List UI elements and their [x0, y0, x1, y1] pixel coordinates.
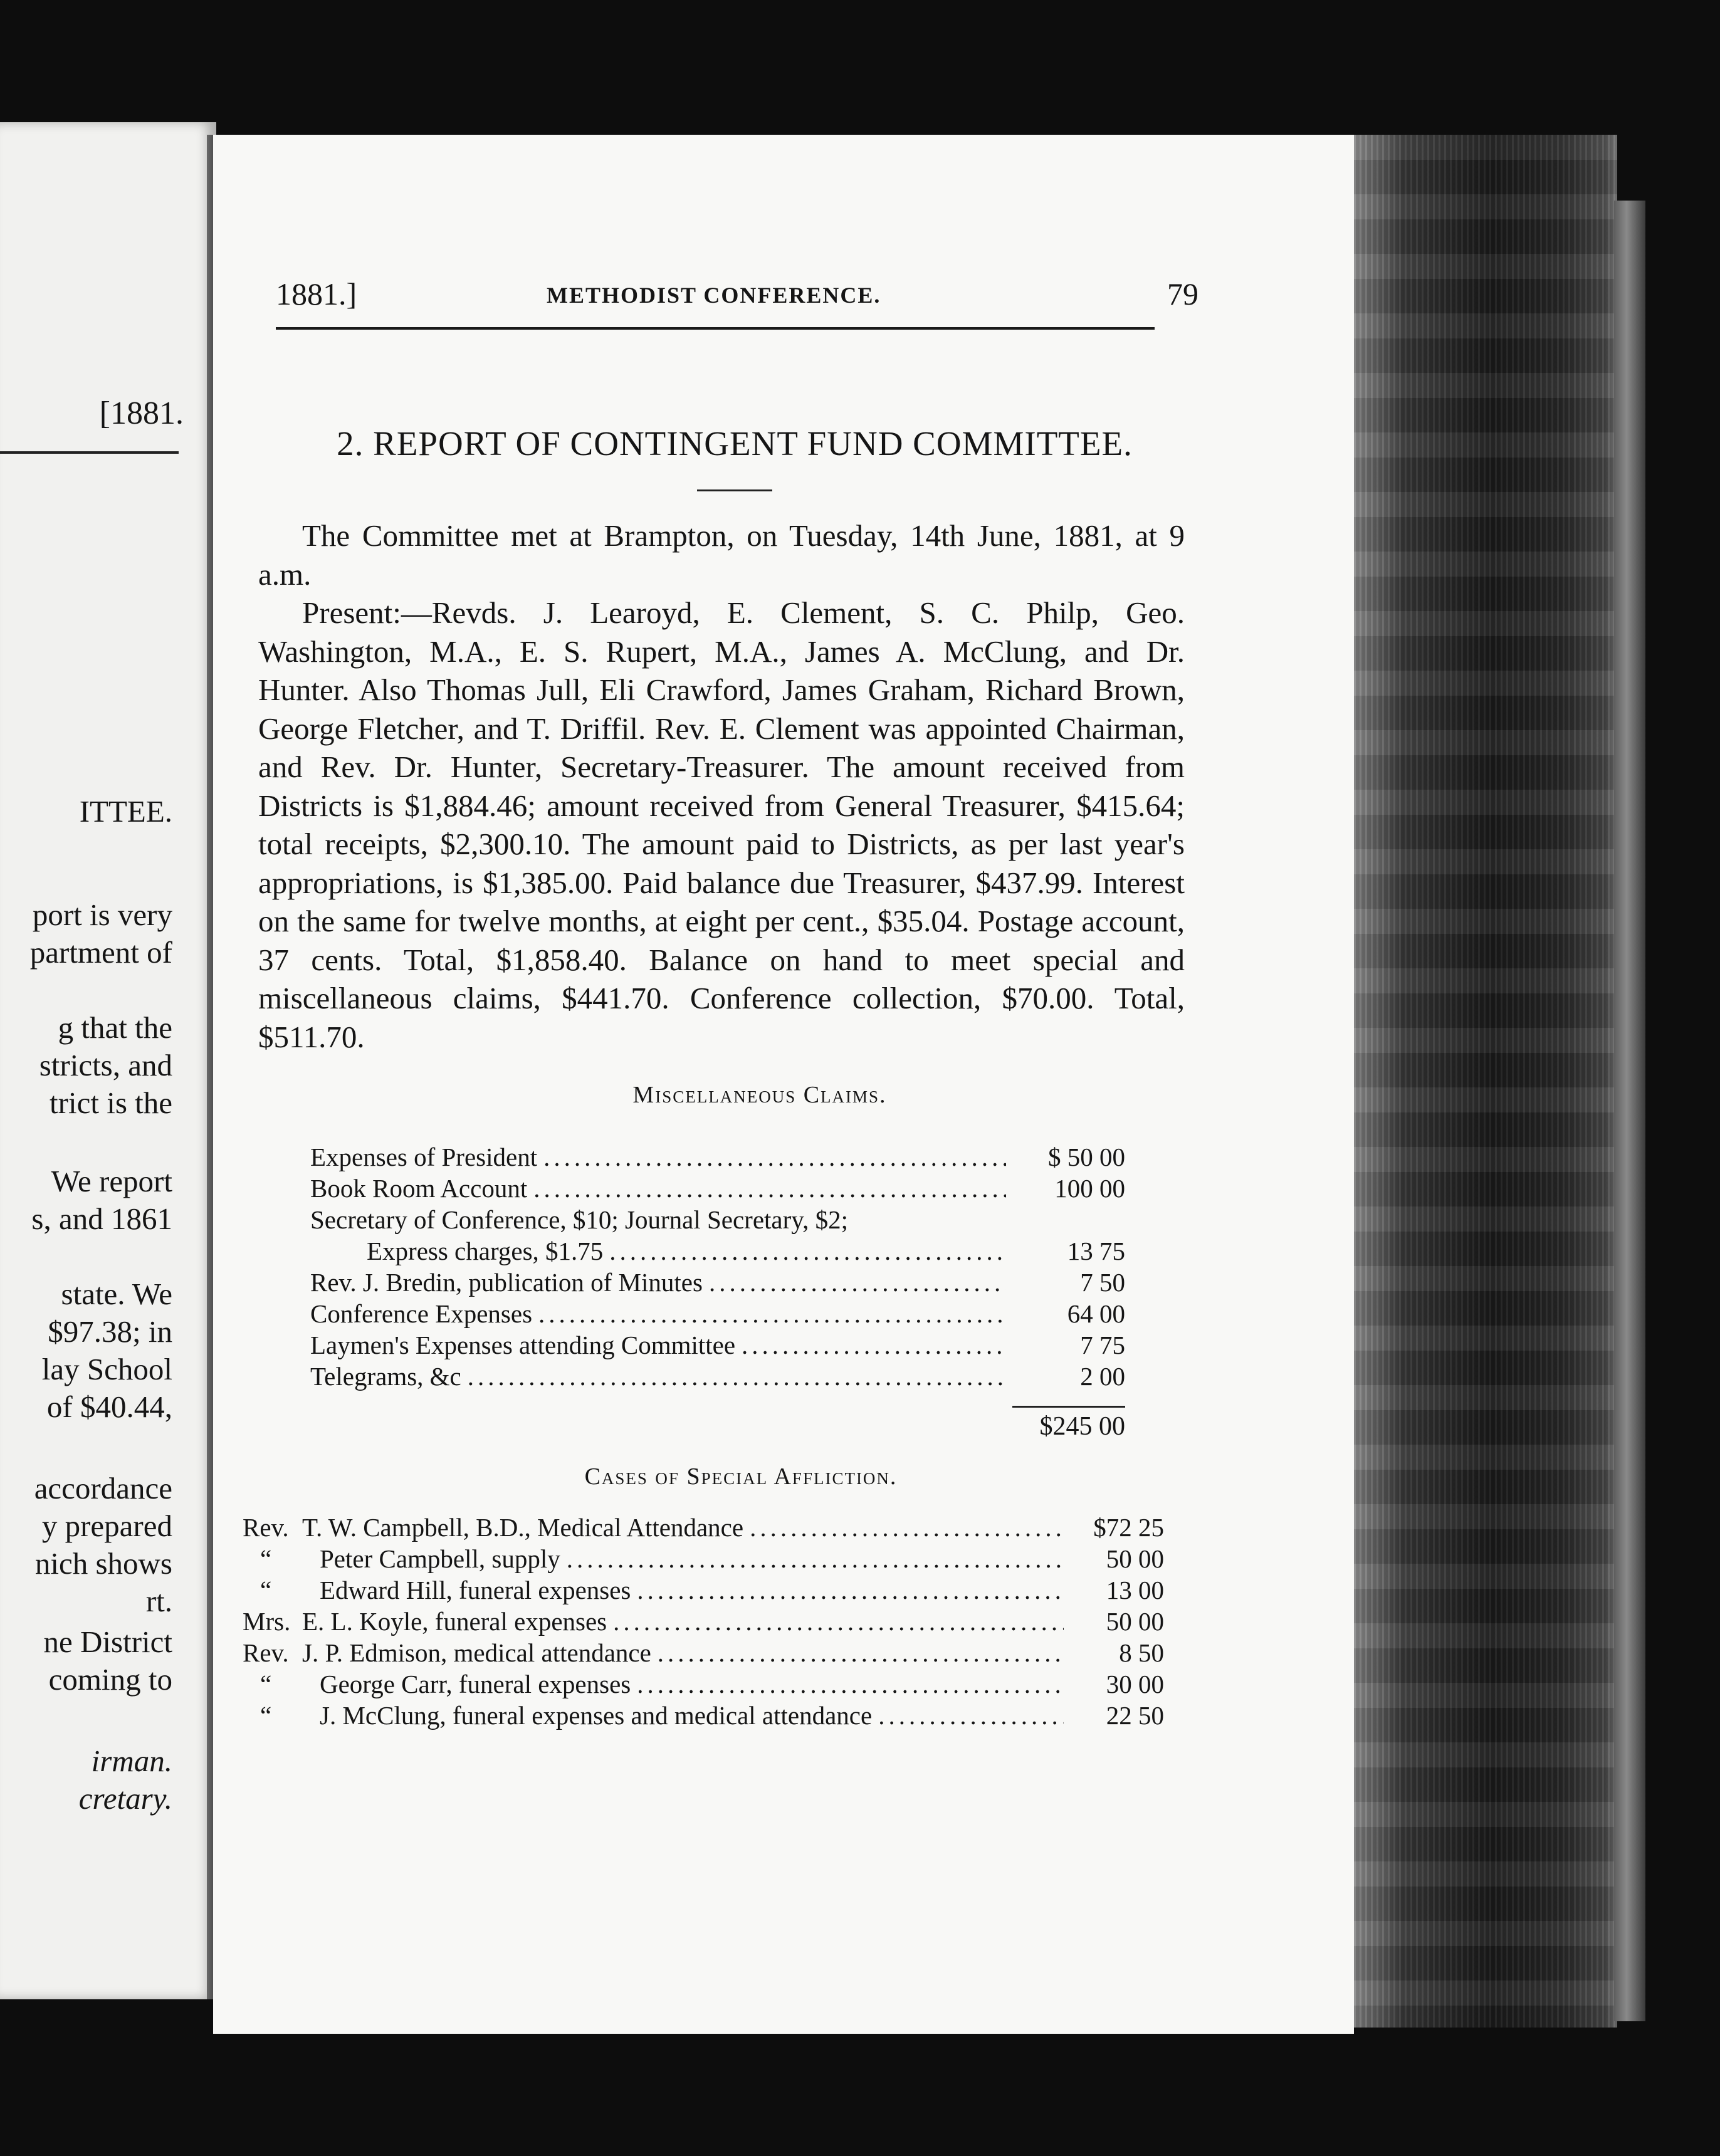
affliction-amount: $72 25	[1093, 1513, 1164, 1542]
previous-page-header: [1881.	[99, 395, 184, 431]
leader-dots	[538, 1298, 1006, 1329]
misc-claims-list	[310, 1141, 1125, 1445]
affliction-amount: 13 00	[1106, 1576, 1164, 1604]
paragraph: Present:—Revds. J. Learoyd, E. Clement, S. C. Philp, Geo. Washington, M.A., E. S. Rupert, M.A., James A. McClung, and Dr. Hunter. Also Thomas Jull, Eli Crawford, James Graham, Richard Brown, George Fletcher, and T. Driffil. Rev. E. Clement was appointed Chairman, and Rev. Dr. Hunter, Secretary-Treasurer. The amount received from Districts is $1,884.46; amount received from General Treasurer, $415.64; total receipts, $2,300.10. The amount paid to Districts, as per last year's appropriations, is $1,385.00. Paid balance due Treasurer, $437.99. Interest on the same for twelve months, at eight per cent., $35.04. Postage account, 37 cents. Total, $1,858.40. Balance on hand to meet special and miscellaneous claims, $441.70. Conference collection, $70.00. Total, $511.70.	[258, 595, 1185, 1054]
previous-page-fragment: y prepared	[41, 1509, 172, 1543]
affliction-title: “	[260, 1670, 272, 1698]
affliction-label: E. L. Koyle, funeral expenses	[302, 1607, 607, 1636]
affliction-label: J. McClung, funeral expenses and medical attendance	[320, 1701, 873, 1730]
page-edges-marbled	[1354, 135, 1617, 2028]
book-cover-edge	[1614, 201, 1645, 2021]
claim-row	[310, 1361, 1125, 1392]
previous-page	[0, 122, 216, 1999]
previous-page-fragment: of $40.44,	[46, 1389, 172, 1424]
previous-page-fragment: cretary.	[78, 1781, 172, 1816]
affliction-label: George Carr, funeral expenses	[320, 1670, 631, 1698]
affliction-row	[243, 1543, 1164, 1574]
previous-page-fragment: partment of	[29, 935, 172, 970]
claim-row	[310, 1329, 1125, 1361]
claim-label: Secretary of Conference, $10; Journal Secretary, $2;	[310, 1205, 848, 1234]
claim-label: Book Room Account	[310, 1174, 528, 1203]
previous-page-fragment: rt.	[145, 1584, 172, 1618]
previous-page-fragment: stricts, and	[39, 1048, 172, 1082]
previous-page-fragment: nich shows	[34, 1546, 172, 1581]
affliction-amount: 8 50	[1119, 1638, 1164, 1667]
affliction-row	[243, 1512, 1164, 1543]
affliction-label: T. W. Campbell, B.D., Medical Attendance	[302, 1513, 744, 1542]
header-rule	[276, 327, 1155, 330]
report-title: 2. REPORT OF CONTINGENT FUND COMMITTEE.	[337, 424, 1133, 463]
previous-page-fragment: state. We	[61, 1277, 172, 1311]
leader-dots	[637, 1668, 1064, 1700]
leader-dots	[658, 1637, 1064, 1668]
claim-label: Conference Expenses	[310, 1299, 533, 1328]
running-header	[258, 263, 1198, 313]
leader-dots	[533, 1173, 1006, 1204]
header-year: 1881.]	[276, 276, 357, 311]
previous-page-fragment: ITTEE.	[79, 794, 172, 829]
affliction-amount: 50 00	[1106, 1607, 1164, 1636]
page-content	[243, 263, 1198, 1731]
leader-dots	[750, 1512, 1064, 1543]
claim-amount: 2 00	[1080, 1362, 1125, 1391]
claim-label: Laymen's Expenses attending Committee	[310, 1331, 736, 1359]
leader-dots	[742, 1329, 1006, 1361]
claim-amount: 7 50	[1080, 1268, 1125, 1297]
previous-page-fragment: port is very	[32, 897, 172, 932]
previous-page-fragment: $97.38; in	[48, 1314, 172, 1349]
affliction-title: Rev.	[243, 1513, 289, 1542]
previous-page-fragment: g that the	[58, 1010, 172, 1045]
claim-amount: $ 50 00	[1048, 1143, 1125, 1171]
claim-row	[310, 1298, 1125, 1329]
affliction-title: “	[260, 1544, 272, 1573]
claims-total-row	[310, 1408, 1125, 1445]
previous-page-fragment: trict is the	[50, 1086, 172, 1120]
afflictions-title: Cases of Special Affliction.	[584, 1463, 898, 1490]
leader-dots	[613, 1606, 1064, 1637]
claim-row	[310, 1173, 1125, 1204]
leader-dots	[609, 1235, 1006, 1267]
affliction-amount: 50 00	[1106, 1544, 1164, 1573]
claim-amount: 13 75	[1067, 1237, 1125, 1265]
affliction-label: Edward Hill, funeral expenses	[320, 1576, 631, 1604]
affliction-row	[243, 1574, 1164, 1606]
leader-dots	[468, 1361, 1006, 1392]
previous-page-fragment: ne District	[43, 1625, 172, 1659]
claim-amount: 64 00	[1067, 1299, 1125, 1328]
previous-page-rule	[0, 451, 179, 454]
paragraph: The Committee met at Brampton, on Tuesday, 14th June, 1881, at 9 a.m.	[258, 518, 1185, 592]
claim-row	[310, 1267, 1125, 1298]
affliction-label: Peter Campbell, supply	[320, 1544, 560, 1573]
afflictions-list	[243, 1512, 1164, 1731]
previous-page-fragment: coming to	[48, 1662, 172, 1697]
claim-row	[310, 1235, 1125, 1267]
affliction-amount: 30 00	[1106, 1670, 1164, 1698]
previous-page-fragment: lay School	[41, 1352, 172, 1386]
previous-page-fragment: irman.	[91, 1744, 172, 1778]
header-title: METHODIST CONFERENCE.	[547, 283, 881, 308]
previous-page-fragment: We report	[51, 1164, 172, 1198]
affliction-label: J. P. Edmison, medical attendance	[302, 1638, 651, 1667]
leader-dots	[878, 1700, 1064, 1731]
claim-label: Expenses of President	[310, 1143, 538, 1171]
affliction-row	[243, 1637, 1164, 1668]
claim-amount: 7 75	[1080, 1331, 1125, 1359]
affliction-row	[243, 1700, 1164, 1731]
affliction-title: Mrs.	[243, 1607, 291, 1636]
claim-amount: 100 00	[1054, 1174, 1125, 1203]
affliction-amount: 22 50	[1106, 1701, 1164, 1730]
affliction-row	[243, 1668, 1164, 1700]
claims-total: $245 00	[1039, 1412, 1125, 1441]
leader-dots	[567, 1543, 1064, 1574]
page-number: 79	[1167, 276, 1198, 311]
leader-dots	[543, 1141, 1006, 1173]
title-divider	[697, 489, 772, 491]
previous-page-fragment: accordance	[34, 1471, 172, 1505]
report-body	[258, 516, 1185, 1056]
claim-label: Rev. J. Bredin, publication of Minutes	[310, 1268, 703, 1297]
claim-label: Express charges, $1.75	[367, 1237, 604, 1265]
affliction-row	[243, 1606, 1164, 1637]
claim-row	[310, 1141, 1125, 1173]
leader-dots	[637, 1574, 1064, 1606]
affliction-title: “	[260, 1701, 272, 1730]
leader-dots	[709, 1267, 1006, 1298]
affliction-title: “	[260, 1576, 272, 1604]
claim-label: Telegrams, &c	[310, 1362, 461, 1391]
affliction-title: Rev.	[243, 1638, 289, 1667]
claim-row	[310, 1204, 1125, 1235]
previous-page-fragment: s, and 1861	[31, 1201, 172, 1236]
misc-claims-title: Miscellaneous Claims.	[632, 1082, 887, 1108]
